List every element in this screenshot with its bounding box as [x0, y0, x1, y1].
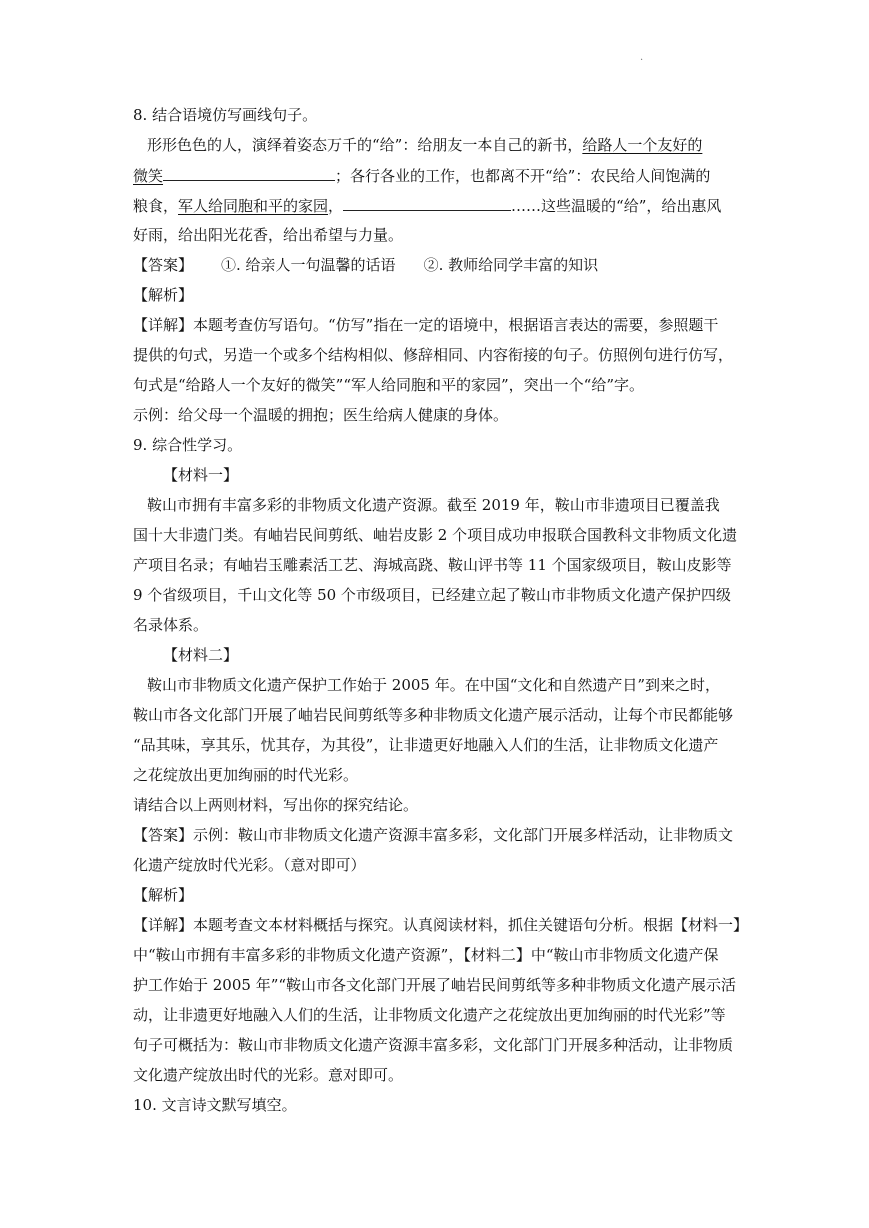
- q8-passage-line-2: [133, 165, 710, 186]
- q9-material-1-line-3: 产项目名录；有岫岩玉雕素活工艺、海城高跷、鞍山评书等 11 个国家级项目，鞍山皮影等: [133, 556, 732, 574]
- q8-underlined-example-2: 军人给同胞和平的家园: [178, 197, 329, 215]
- q8-detail-line-2: 提供的句式，另造一个或多个结构相似、修辞相同、内容衔接的句子。仿照例句进行仿写，: [133, 346, 734, 364]
- q8-passage-line-1: [147, 135, 702, 155]
- q8-underlined-example-1b: 微笑: [133, 167, 164, 185]
- q9-detail-line-4: 动，让非遗更好地融入人们的生活，让非物质文化遗产之花绽放出更加绚丽的时代光彩”等: [133, 1006, 726, 1024]
- answer-label: 【答案】: [133, 256, 194, 274]
- q9-material-2-line-4: 之花绽放出更加绚丽的时代光彩。: [133, 766, 359, 784]
- q8-example: 示例：给父母一个温暖的拥抱；医生给病人健康的身体。: [133, 406, 509, 424]
- q8-analysis-label: 【解析】: [133, 286, 194, 304]
- q8-p3-comma: ，: [328, 197, 344, 215]
- q9-material-1-line-5: 名录体系。: [133, 616, 209, 634]
- q9-detail-line-2: 中“鞍山市拥有丰富多彩的非物质文化遗产资源”，【材料二】中“鞍山市非物质文化遗产保: [133, 946, 719, 964]
- q8-detail-line-3: 句式是“给路人一个友好的微笑”“军人给同胞和平的家园”，突出一个“给”字。: [133, 376, 645, 394]
- q8-p3-text-c: ……这些温暖的“给”，给出惠风: [511, 197, 722, 215]
- q9-detail-line-5: 句子可概括为：鞍山市非物质文化遗产资源丰富多彩，文化部门门开展多种活动，让非物质: [133, 1036, 734, 1054]
- q8-answer-blank-2[interactable]: [343, 195, 511, 211]
- q9-material-1-label: 【材料一】: [163, 466, 239, 484]
- q9-prompt: 请结合以上两则材料，写出你的探究结论。: [133, 796, 419, 814]
- q9-title: 9. 综合性学习。: [133, 436, 243, 454]
- q8-answer-blank-1[interactable]: [163, 165, 335, 181]
- q8-p2-text: ；各行各业的工作，也都离不开“给”：农民给人间饱满的: [335, 167, 711, 185]
- q9-detail-line-3: 护工作始于 2005 年”“鞍山市各文化部门开展了岫岩民间剪纸等多种非物质文化遗产展示活: [133, 976, 737, 994]
- header-mark: .: [640, 52, 644, 63]
- q8-answer-1: ①. 给亲人一句温馨的话语: [221, 256, 396, 274]
- q8-p3-text-a: 粮食，: [133, 197, 179, 215]
- q9-material-1-line-4: 9 个省级项目，千山文化等 50 个市级项目，已经建立起了鞍山市非物质文化遗产保护四级: [133, 586, 731, 604]
- q8-passage-line-3: [133, 195, 721, 216]
- q8-detail-line-1: 【详解】本题考查仿写语句。“仿写”指在一定的语境中，根据语言表达的需要，参照题干: [133, 316, 719, 334]
- q9-detail-line-6: 文化遗产绽放出时代的光彩。意对即可。: [133, 1066, 404, 1084]
- q8-title: 8. 结合语境仿写画线句子。: [133, 106, 318, 124]
- q9-material-2-line-3: “品其味，享其乐，忧其存，为其役”，让非遗更好地融入人们的生活，让非物质文化遗产: [133, 736, 719, 754]
- q9-detail-line-1: 【详解】本题考查文本材料概括与探究。认真阅读材料，抓住关键语句分析。根据【材料一】: [133, 916, 749, 934]
- q8-answer-2: ②. 教师给同学丰富的知识: [423, 256, 599, 274]
- q8-underlined-example-1a: 给路人一个友好的: [582, 136, 703, 154]
- q8-p1-text: 形形色色的人，演绎着姿态万千的“给”：给朋友一本自己的新书，: [147, 136, 583, 154]
- q8-answer: [133, 255, 598, 275]
- q9-material-2-line-2: 鞍山市各文化部门开展了岫岩民间剪纸等多种非物质文化遗产展示活动，让每个市民都能够: [133, 706, 734, 724]
- q9-material-1-line-2: 国十大非遗门类。有岫岩民间剪纸、岫岩皮影 2 个项目成功申报联合国教科文非物质文化遗: [133, 526, 738, 544]
- q9-answer-line-2: 化遗产绽放时代光彩。（意对即可）: [133, 856, 366, 874]
- q9-material-2-line-1: 鞍山市非物质文化遗产保护工作始于 2005 年。在中国“文化和自然遗产日”到来之时，: [147, 676, 721, 694]
- q9-answer-line-1: 【答案】示例：鞍山市非物质文化遗产资源丰富多彩，文化部门开展多样活动，让非物质文: [133, 826, 734, 844]
- q8-passage-line-4: 好雨，给出阳光花香，给出希望与力量。: [133, 226, 404, 244]
- q10-title: 10. 文言诗文默写填空。: [133, 1096, 297, 1114]
- q9-material-2-label: 【材料二】: [163, 646, 239, 664]
- q9-material-1-line-1: 鞍山市拥有丰富多彩的非物质文化遗产资源。截至 2019 年，鞍山市非遗项目已覆盖我: [147, 496, 720, 514]
- q9-analysis-label: 【解析】: [133, 886, 194, 904]
